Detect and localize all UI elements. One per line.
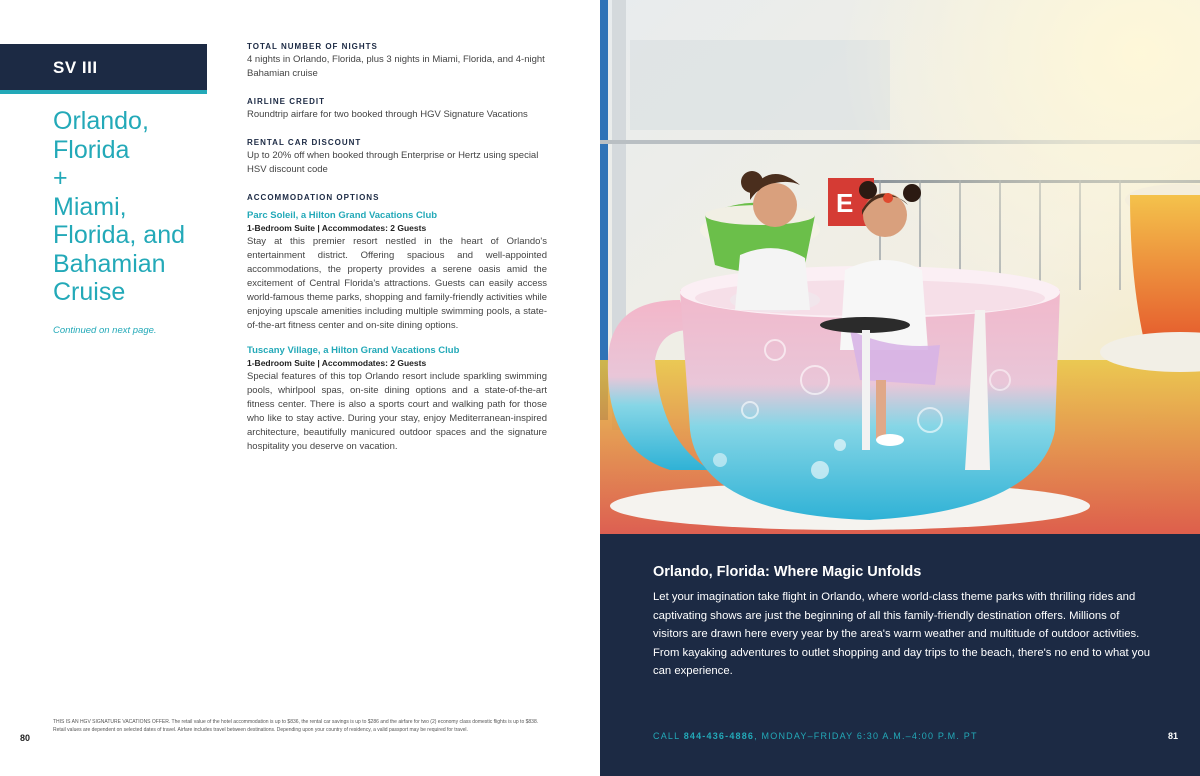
call-to-action <box>653 731 978 741</box>
page-number-right: 81 <box>1168 731 1179 741</box>
resort-entry <box>247 210 547 333</box>
title-line: Florida, and <box>53 221 186 249</box>
resort-description: Stay at this premier resort nestled in the heart of Orlando's entertainment district. Offering spacious and well-appointed accommodations, the property provides a serene oasis amid the excitement of Central Florida's attractions. Guests can easily access world-famous theme parks, shopping and family-friendly activities while enjoying upscale amenities including multiple swimming pools, a state-of-the-art fitness center and on-site dining options. <box>247 236 547 331</box>
page-title <box>53 107 203 307</box>
airline-section <box>247 97 547 122</box>
resort-description: Special features of this top Orlando resort include sparkling swimming pools, whirlpool spas, on-site dining options and a state-of-the-art fitness center. There is also a sports court and walking path for those who like to stay active. During your stay, enjoy Mediterranean-inspired architecture, beautifully manicured outdoor spaces and the signature hospitality you deserve on vacation. <box>247 371 547 452</box>
rental-text: Up to 20% off when booked through Enterprise or Hertz using special HSV discount code <box>247 150 539 175</box>
airline-label: AIRLINE CREDIT <box>247 97 325 106</box>
resort-entry <box>247 345 547 454</box>
resort-name: Tuscany Village, a Hilton Grand Vacations Club <box>247 345 460 356</box>
rental-section <box>247 138 547 177</box>
package-badge <box>0 44 207 94</box>
continued-note: Continued on next page. <box>53 325 157 336</box>
accommodation-section <box>247 193 547 454</box>
destination-heading: Orlando, Florida: Where Magic Unfolds <box>653 564 922 580</box>
svg-text:E: E <box>836 188 854 218</box>
teacup-ride-photo <box>600 0 1200 534</box>
title-line: Florida <box>53 135 130 164</box>
destination-description: Let your imagination take flight in Orlando, where world-class theme parks with thrilling rides and captivating shows are just the beginning of all this family-friendly destination offers. Millions of visitors are drawn here every year by the area's warm weather and multitude of outdoor activities. From kayaking adventures to outlet shopping and day trips to the beach, there's no end to what you can experience. <box>653 591 1151 677</box>
badge-label: SV III <box>53 58 98 77</box>
title-line: Bahamian <box>53 249 166 278</box>
resort-name: Parc Soleil, a Hilton Grand Vacations Club <box>247 210 438 221</box>
page-number-left: 80 <box>20 733 31 743</box>
title-line: Miami, <box>53 192 127 221</box>
nights-label: TOTAL NUMBER OF NIGHTS <box>247 42 378 51</box>
right-page <box>600 0 1200 776</box>
title-line: + <box>53 164 68 192</box>
details-column <box>247 42 547 454</box>
rental-label: RENTAL CAR DISCOUNT <box>247 138 362 147</box>
phone-number[interactable]: 844-436-4886 <box>683 731 755 741</box>
nights-section <box>247 42 547 81</box>
disclaimer: THIS IS AN HGV SIGNATURE VACATIONS OFFER. The retail value of the hotel accommodation is up to $836, the rental car savings is up to $286 and the airfare for two (2) economy class domestic flights is up to $838. Retail values are dependent on selected dates of travel. Airfare includes travel between destinations. Depending upon your country of residency, a valid passport may be required for travel. <box>53 719 539 733</box>
title-line: Orlando, <box>53 107 149 135</box>
title-line: Cruise <box>53 278 126 306</box>
resort-details: 1-Bedroom Suite | Accommodates: 2 Guests <box>247 223 427 233</box>
airline-text: Roundtrip airfare for two booked through HGV Signature Vacations <box>247 109 528 120</box>
cta-hours: , MONDAY–FRIDAY 6:30 A.M.–4:00 P.M. PT <box>754 731 978 741</box>
cta-prefix: CALL <box>653 731 684 741</box>
nights-text: 4 nights in Orlando, Florida, plus 3 nights in Miami, Florida, and 4-night Bahamian cruise <box>247 54 545 79</box>
accommodation-label: ACCOMMODATION OPTIONS <box>247 193 380 202</box>
resort-details: 1-Bedroom Suite | Accommodates: 2 Guests <box>247 358 427 368</box>
destination-panel <box>600 534 1200 776</box>
